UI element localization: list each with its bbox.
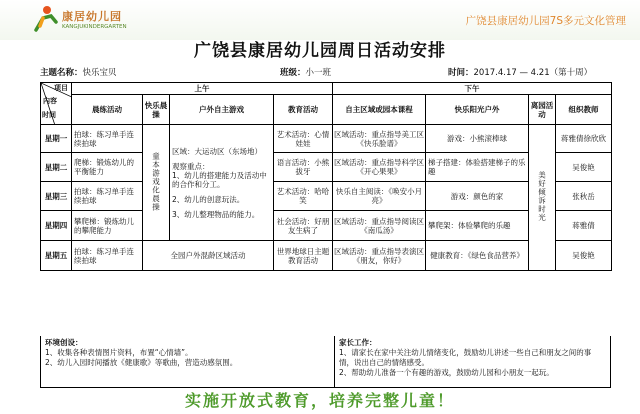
morning-cell: 拍球：练习单手连续拍球: [72, 182, 143, 211]
teaching-cell: 艺术活动：心情娃娃: [274, 125, 333, 153]
teaching-cell: 社会活动：好朋友生病了: [274, 211, 333, 241]
table-row: [41, 153, 612, 182]
day-label: 星期一: [41, 125, 72, 153]
theme-field: [40, 66, 117, 78]
outdoor-cell: 健康教育：《绿色食品营养》: [426, 241, 529, 271]
teacher-cell: 蒋雅倩徐欣欣: [556, 125, 612, 153]
outdoor-free-merged: [170, 125, 274, 241]
table-row: [41, 125, 612, 153]
zone-cell: 区域活动：重点指导美工区《快乐脸谱》: [333, 125, 426, 153]
teacher-cell: 蒋雅倩: [556, 211, 612, 241]
happy-morning-text: 童本游戏化晨操: [151, 151, 161, 212]
schedule-table: [40, 82, 612, 271]
family-box: [334, 336, 611, 388]
environment-item: 1、收集各种表情图片资料，布置“心情墙”。: [45, 348, 193, 357]
happy-morning-merged: [143, 125, 170, 241]
col-teacher: 组织教师: [556, 95, 612, 125]
management-slogan: 广饶县康居幼儿园7S多元文化管理: [465, 15, 626, 27]
col-teaching: 教育活动: [274, 95, 333, 125]
environment-box: [40, 336, 335, 388]
zone-cell: 区域活动：重点指导阅读区《南瓜汤》: [333, 211, 426, 241]
class-field: [280, 66, 331, 78]
time-field: [448, 66, 592, 78]
running-child-icon: [30, 4, 60, 34]
teacher-cell: 张秋岳: [556, 182, 612, 211]
corner-bottom-label: 时间: [42, 111, 56, 119]
kindergarten-logo: [30, 4, 140, 38]
page-title: 广饶县康居幼儿园周日活动安排: [194, 41, 446, 61]
time-label: 时间：: [448, 68, 474, 78]
col-free-zone: 自主区域或园本课程: [333, 95, 426, 125]
col-morning-exercise: 晨练活动: [72, 95, 143, 125]
outdoor-cell: 攀爬架：体验攀爬的乐趣: [426, 211, 529, 241]
outdoor-free-line: 1、幼儿的搭建能力及活动中的合作和分工。: [172, 170, 267, 189]
outdoor-free-line: 观察重点：: [172, 161, 210, 171]
outdoor-free-line: 3、幼儿整理物品的能力。: [172, 209, 260, 219]
leave-text: 美好倾诉时光: [537, 171, 547, 222]
class-label: 班级：: [280, 68, 306, 78]
teacher-cell: 吴俊艳: [556, 241, 612, 271]
meta-row: [40, 66, 620, 80]
corner-cell: [41, 83, 72, 125]
table-row: [41, 182, 612, 211]
family-item: 2、帮助幼儿准备一个有趣的游戏，鼓励幼儿园和小朋友一起玩。: [339, 368, 554, 377]
table-row: [41, 211, 612, 241]
outdoor-cell: 梯子搭建：体验搭建梯子的乐趣: [426, 153, 529, 182]
logo-subtext: KANGJUKINDERGARTEN: [62, 24, 127, 30]
day-label: 星期三: [41, 182, 72, 211]
col-outdoor-free: 户外自主游戏: [170, 95, 274, 125]
am-header: 上午: [72, 83, 333, 95]
environment-label: 环境创设：: [45, 338, 83, 347]
day-label: 星期四: [41, 211, 72, 241]
zone-cell: 快乐自主阅读：《唤安小月亮》: [333, 182, 426, 211]
class-value: 小一班: [305, 68, 332, 78]
teaching-cell: 世界地球日主题教育活动: [274, 241, 333, 271]
logo-text: 康居幼儿园: [62, 10, 122, 23]
table-row: [41, 241, 612, 271]
theme-value: 快乐宝贝: [82, 68, 117, 78]
morning-cell: 攀爬梯：锻炼幼儿的攀爬能力: [72, 211, 143, 241]
outdoor-free-line: 区域：大运动区（东场地）: [172, 146, 262, 156]
corner-top-label: 项目: [54, 84, 68, 92]
morning-cell: 拍球：练习单手连续拍球: [72, 241, 143, 271]
teaching-cell: 语言活动：小熊拔牙: [274, 153, 333, 182]
zone-cell: 区域活动：重点指导表演区《朋友，你好》: [333, 241, 426, 271]
morning-cell: 爬梯：锻炼幼儿的平衡能力: [72, 153, 143, 182]
leave-merged: [529, 125, 556, 271]
family-item: 1、请家长在家中关注幼儿情绪变化，鼓励幼儿讲述一些自己和朋友之间的事情，说出自己的情绪感受。: [339, 348, 592, 367]
teaching-cell: 艺术活动：哈哈笑: [274, 182, 333, 211]
theme-label: 主题名称：: [40, 68, 83, 78]
col-happy-morning: 快乐晨操: [143, 95, 170, 125]
col-leave: 离园活动: [529, 95, 556, 125]
time-value: 2017.4.17 — 4.21（第十周）: [473, 68, 593, 78]
footer-slogan: 实施开放式教育，培养完整儿童！: [184, 391, 455, 410]
outdoor-free-line: 2、幼儿的创意玩法。: [172, 194, 245, 204]
col-outdoor-sun: 快乐阳光户外: [426, 95, 529, 125]
day-label: 星期五: [41, 241, 72, 271]
family-label: 家长工作：: [339, 338, 377, 347]
outdoor-free-fri: 全园户外混龄区域活动: [143, 241, 274, 271]
outdoor-cell: 游戏：颜色的家: [426, 182, 529, 211]
corner-mid-label: 内容: [43, 97, 57, 105]
environment-item: 2、幼儿入园时间播放《健康歌》等歌曲，营造动感氛围。: [45, 358, 238, 367]
morning-cell: 拍球：练习单手连续拍球: [72, 125, 143, 153]
day-label: 星期二: [41, 153, 72, 182]
zone-cell: 区域活动：重点指导科学区《开心果果》: [333, 153, 426, 182]
outdoor-cell: 游戏：小熊滚棒球: [426, 125, 529, 153]
pm-header: 下午: [333, 83, 612, 95]
teacher-cell: 吴俊艳: [556, 153, 612, 182]
